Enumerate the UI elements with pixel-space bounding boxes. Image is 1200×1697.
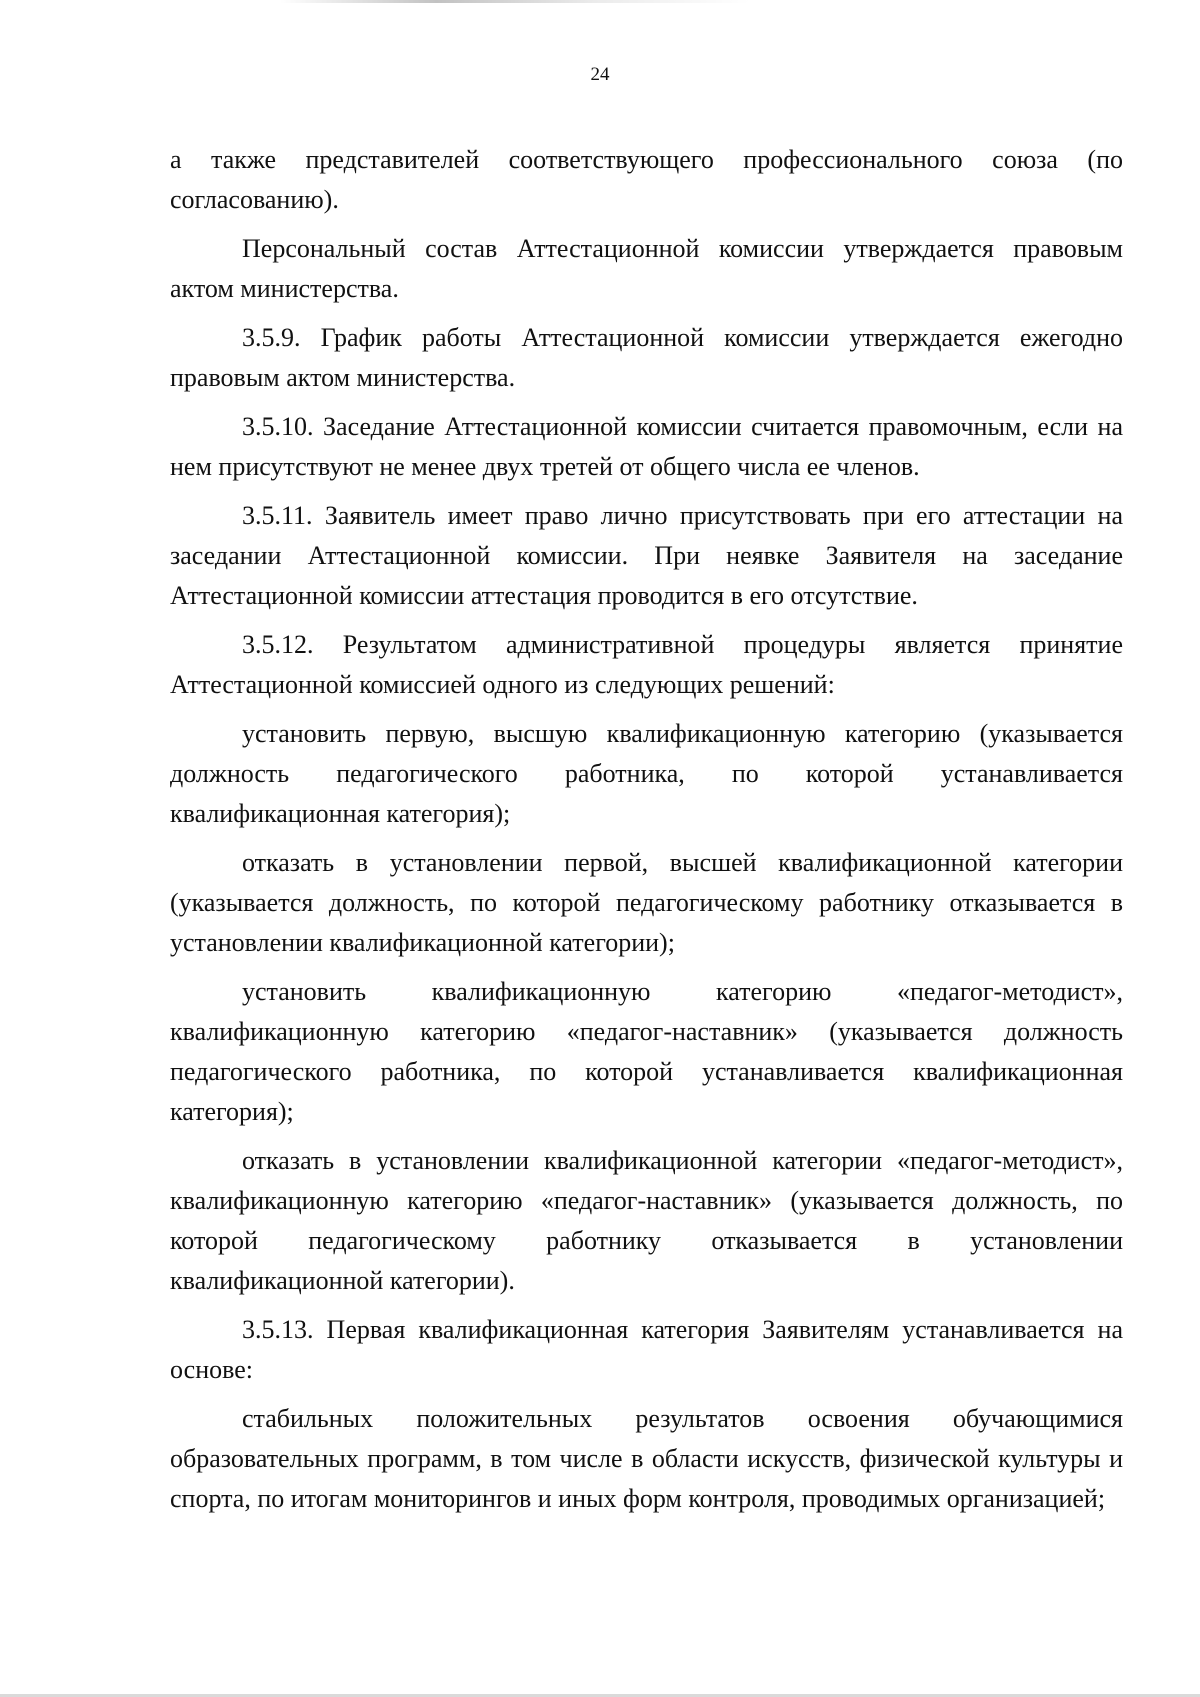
page-number: 24: [590, 64, 610, 85]
paragraph-3-5-11: 3.5.11. Заявитель имеет право лично присутствовать при его аттестации на заседании Аттестационной комиссии. При неявке Заявителя на заседание Аттестационной комиссии аттестация проводится в его отсутствие.: [170, 501, 1123, 610]
paragraph-3-5-9: 3.5.9. График работы Аттестационной комиссии утверждается ежегодно правовым актом министерства.: [170, 323, 1123, 392]
paragraph-commission-composition: Персональный состав Аттестационной комиссии утверждается правовым актом министерства.: [170, 234, 1123, 303]
paragraph-3-5-10: 3.5.10. Заседание Аттестационной комиссии считается правомочным, если на нем присутствуют не менее двух третей от общего числа ее членов.: [170, 412, 1123, 481]
document-body: [170, 140, 1123, 1528]
paragraph-stable-results: стабильных положительных результатов освоения обучающимися образовательных программ, в том числе в области искусств, физической культуры и спорта, по итогам мониторингов и иных форм контроля, проводимых организацией;: [170, 1404, 1123, 1513]
paragraph-decision-refuse-first-highest: отказать в установлении первой, высшей квалификационной категории (указывается должность, по которой педагогическому работнику отказывается в установлении квалификационной категории);: [170, 848, 1123, 957]
scan-artifact-top: [280, 0, 750, 3]
paragraph-3-5-13: 3.5.13. Первая квалификационная категория Заявителям устанавливается на основе:: [170, 1315, 1123, 1384]
paragraph-decision-establish-first-highest: установить первую, высшую квалификационную категорию (указывается должность педагогического работника, по которой устанавливается квалификационная категория);: [170, 719, 1123, 828]
paragraph-decision-establish-methodist-mentor: установить квалификационную категорию «педагог-методист», квалификационную категорию «педагог-наставник» (указывается должность педагогического работника, по которой устанавливается квалификационная категория);: [170, 977, 1123, 1126]
paragraph-3-5-12: 3.5.12. Результатом административной процедуры является принятие Аттестационной комиссией одного из следующих решений:: [170, 630, 1123, 699]
paragraph-decision-refuse-methodist-mentor: отказать в установлении квалификационной категории «педагог-методист», квалификационную категорию «педагог-наставник» (указывается должность, по которой педагогическому работнику отказывается в установлении квалификационной категории).: [170, 1146, 1123, 1295]
paragraph-continuation: а также представителей соответствующего профессионального союза (по согласованию).: [170, 145, 1123, 214]
